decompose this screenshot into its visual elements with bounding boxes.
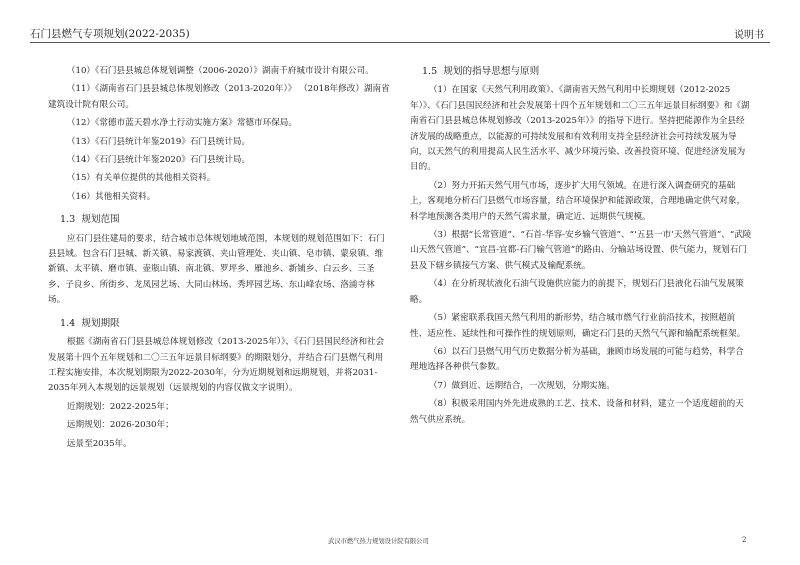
section-1-3-paragraph: 应石门县住建局的要求，结合城市总体规划地域范围，本规划的规划范围如下：石门县县域。包含石门县城、新关镇、易家渡镇、夹山管理处、夹山镇、皂市镇、蒙泉镇、维新镇、太平镇、磨市镇、壶瓶山镇、南北镇、罗坪乡、雁池乡、新铺乡、白云乡、三圣乡、子良乡、所街乡、龙凤园艺场、大同山林场、秀坪园艺场、东山峰农场、洛浦寺林场。 [48,233,385,306]
page-number: 2 [742,536,747,544]
vision-period: 远景至2035年。 [66,438,132,449]
principle-1: （1）在国家《天然气利用政策》、《湖南省天然气利用中长期规划（2012-2025年）》、《石门县国民经济和社会发展第十四个五年规划和二〇三五年远景目标纲要》和《湖南省石门县县城总体规划修改（2013-2025年）》的指导下进行。坚持把能源作为全县经济发展的战略重点，以能源的可持续发展和有效利用支持全县经济社会可持续发展为导向，以天然气的利用提高人民生活水平、减少环境污染、改善投资环境、促进经济发展为目的。 [410,85,750,173]
reference-16: （16）其他相关资料。 [66,191,156,202]
reference-13: （13）《石门县统计年鉴2019》石门县统计局。 [66,136,251,147]
long-term-period: 远期规划：2026-2030年； [66,420,174,431]
right-column [410,64,752,428]
principle-3: （3）根据“长常管道”、“石首-华容-安乡输气管道”、“‘五县一市’天然气管道”、“武陵山天然气管道”、“宜昌-宜都-石门输气管道”的路由、分输站场设置、供气能力，规划石门县及下辖乡镇接气方案、供气模式及输配系统。 [410,230,752,271]
principle-2: （2）努力开拓天然气用气市场，逐步扩大用气领域。在进行深入调查研究的基础上，客观地分析石门县燃气市场容量，结合环境保护和能源政策，合理地确定供气对象，科学地预测各类用户的天然气需求量，确定近、远期供气规模。 [410,180,746,222]
principle-6: （6）以石门县燃气用气历史数据分析为基础，兼顾市场发展的可能与趋势，科学合理地选择各种供气参数。 [410,346,744,373]
section-1-4-paragraph: 根据《湖南省石门县县城总体规划修改（2013-2025年）》、《石门县国民经济和社会发展第十四个五年规划和二〇三五年远景目标纲要》的期限划分，并结合石门县燃气利用工程实施安排，本次规划期限为2022-2030年，分为近期规划和远期规划，并将2031-2035年列入本规划的远景规划（远景规划的内容仅做文字说明）。 [48,337,385,394]
document-type: 说明书 [734,30,764,41]
principle-4: （4）在分析现状液化石油气设施供应能力的前提下，规划石门县液化石油气发展策略。 [410,279,744,305]
section-heading-1-4: 1.4 规划期限 [60,317,120,329]
section-heading-1-5: 1.5 规划的指导思想与原则 [422,66,540,77]
principle-7: （7）做到近、远期结合，一次规划，分期实施。 [428,380,615,391]
reference-14: （14）《石门县统计年鉴2020》石门县统计局。 [66,155,251,166]
reference-10: （10）《石门县县城总体规划调整（2006-2020）》湖南千府城市设计有限公司。 [66,66,374,76]
reference-15: （15）有关单位提供的其他相关资料。 [66,173,216,184]
footer-company: 武汉市燃气热力规划设计院有限公司 [328,538,429,545]
document-title: 石门县燃气专项规划(2022-2035) [30,28,190,40]
near-term-period: 近期规划：2022-2025年； [66,401,174,412]
principle-8: （8）积极采用国内外先进成熟的工艺、技术、设备和材料，建立一个适度超前的天然气供应系统。 [410,399,744,425]
principle-5: （5）紧密联系我国天然气利用的新形势，结合城市燃气行业前沿技术，按照超前性、适应性、延续性和可操作性的规划原则，确定石门县的天然气气源和输配系统框架。 [410,313,746,339]
page-header [30,26,770,42]
reference-12: （12）《常德市蓝天碧水净土行动实施方案》常德市环保局。 [66,118,297,129]
header-rule [30,42,770,43]
section-heading-1-3: 1.3 规划范围 [60,214,120,226]
reference-11: （11）《湖南省石门县县城总体规划修改（2013-2020年）》 （2018年修改）湖南省建筑设计院有限公司。 [48,84,390,110]
left-column [48,64,390,452]
